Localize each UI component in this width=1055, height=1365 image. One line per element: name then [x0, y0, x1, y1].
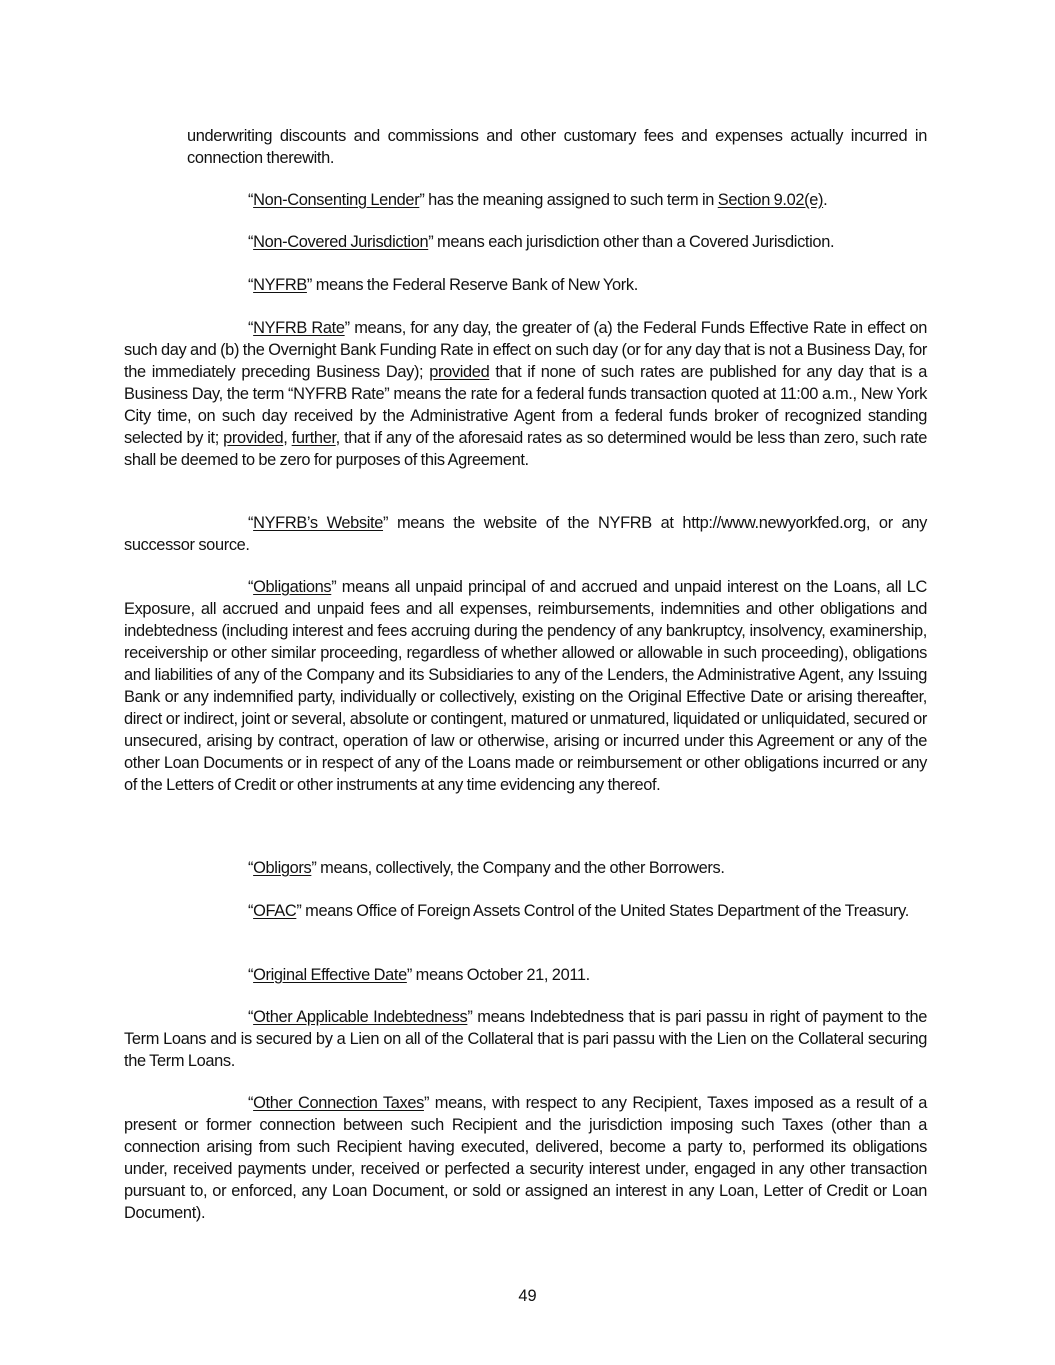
definition-obligations: “Obligations” means all unpaid principal of and accrued and unpaid interest on the Loans, all LC Exposure, all accrued and unpaid fees and all expenses, reimbursements, indemnities and other obligations and indebtedness (including interest and fees accruing during the pendency of any bankruptcy, insolvency, examinership, receivership or other similar proceeding, regardless of whether allowed or allowable in such proceeding), obligations and liabilities of any of the Company and its Subsidiaries to any of the Lenders, the Administrative Agent, any Issuing Bank or any indemnified party, individually or collectively, existing on the Original Effective Date or arising thereafter, direct or indirect, joint or several, absolute or contingent, matured or unmatured, liquidated or unliquidated, secured or unsecured, arising by contract, operation of law or otherwise, arising or incurred under this Agreement or any of the other Loan Documents or in respect of any of the Loans made or reimbursement or other obligations incurred or any of the Letters of Credit or other instruments at any time evidencing any thereof. [124, 578, 927, 794]
definition-nyfrb-website: “NYFRB’s Website” means the website of the NYFRB at http://www.newyorkfed.org, or any successor source. [124, 514, 927, 554]
further-term: further [291, 429, 336, 447]
provided-term: provided [429, 363, 490, 381]
defined-term: Non-Covered Jurisdiction [253, 233, 429, 251]
definition-other-connection-taxes: “Other Connection Taxes” means, with respect to any Recipient, Taxes imposed as a result of a present or former connection between such Recipient and the jurisdiction imposing such Taxes (other than a connection arising from such Recipient having executed, delivered, become a party to, performed its obligations under, received payments under, received or perfected a security interest under, engaged in any other transaction pursuant to, or enforced, any Loan Document, or sold or assigned an interest in any Loan, Letter of Credit or Loan Document). [124, 1094, 927, 1222]
definition-non-consenting-lender: “Non-Consenting Lender” has the meaning assigned to such term in Section 9.02(e). [248, 191, 828, 209]
defined-term: NYFRB Rate [253, 319, 345, 337]
definition-nyfrb-rate: “NYFRB Rate” means, for any day, the greater of (a) the Federal Funds Effective Rate in effect on such day and (b) the Overnight Bank Funding Rate in effect on such day (or for any day that is not a Business Day, for the immediately preceding Business Day); provided that if none of such rates are published for any day that is a Business Day, the term “NYFRB Rate” means the rate for a federal funds transaction quoted at 11:00 a.m., New York City time, on such day received by the Administrative Agent from a federal funds broker of recognized standing selected by it; provided, further, that if any of the aforesaid rates as so determined would be less than zero, such rate shall be deemed to be zero for purposes of this Agreement. [124, 319, 927, 469]
defined-term: NYFRB’s Website [253, 514, 384, 532]
definition-non-covered-jurisdiction: “Non-Covered Jurisdiction” means each jurisdiction other than a Covered Jurisdiction. [248, 233, 835, 251]
defined-term: OFAC [253, 902, 297, 920]
defined-term: NYFRB [253, 276, 307, 294]
defined-term: Other Applicable Indebtedness [253, 1008, 468, 1026]
defined-term: Obligations [253, 578, 332, 596]
definition-other-applicable-indebtedness: “Other Applicable Indebtedness” means Indebtedness that is pari passu in right of payment to the Term Loans and is secured by a Lien on all of the Collateral that is pari passu with the Lien on the Collateral securing the Term Loans. [124, 1008, 927, 1070]
defined-term: Other Connection Taxes [253, 1094, 424, 1112]
definition-original-effective-date: “Original Effective Date” means October 21, 2011. [248, 966, 590, 984]
defined-term: Non-Consenting Lender [253, 191, 420, 209]
defined-term: Obligors [253, 859, 312, 877]
defined-term: Original Effective Date [253, 966, 407, 984]
page-number: 49 [518, 1287, 537, 1305]
definition-nyfrb: “NYFRB” means the Federal Reserve Bank of New York. [248, 276, 638, 294]
section-reference: Section 9.02(e) [717, 191, 824, 209]
provided-term: provided [223, 429, 284, 447]
definition-ofac: “OFAC” means Office of Foreign Assets Control of the United States Department of the Treasury. [248, 902, 909, 920]
continuation-paragraph: underwriting discounts and commissions and other customary fees and expenses actually incurred in connection therewith. [187, 127, 927, 167]
definition-obligors: “Obligors” means, collectively, the Company and the other Borrowers. [248, 859, 725, 877]
